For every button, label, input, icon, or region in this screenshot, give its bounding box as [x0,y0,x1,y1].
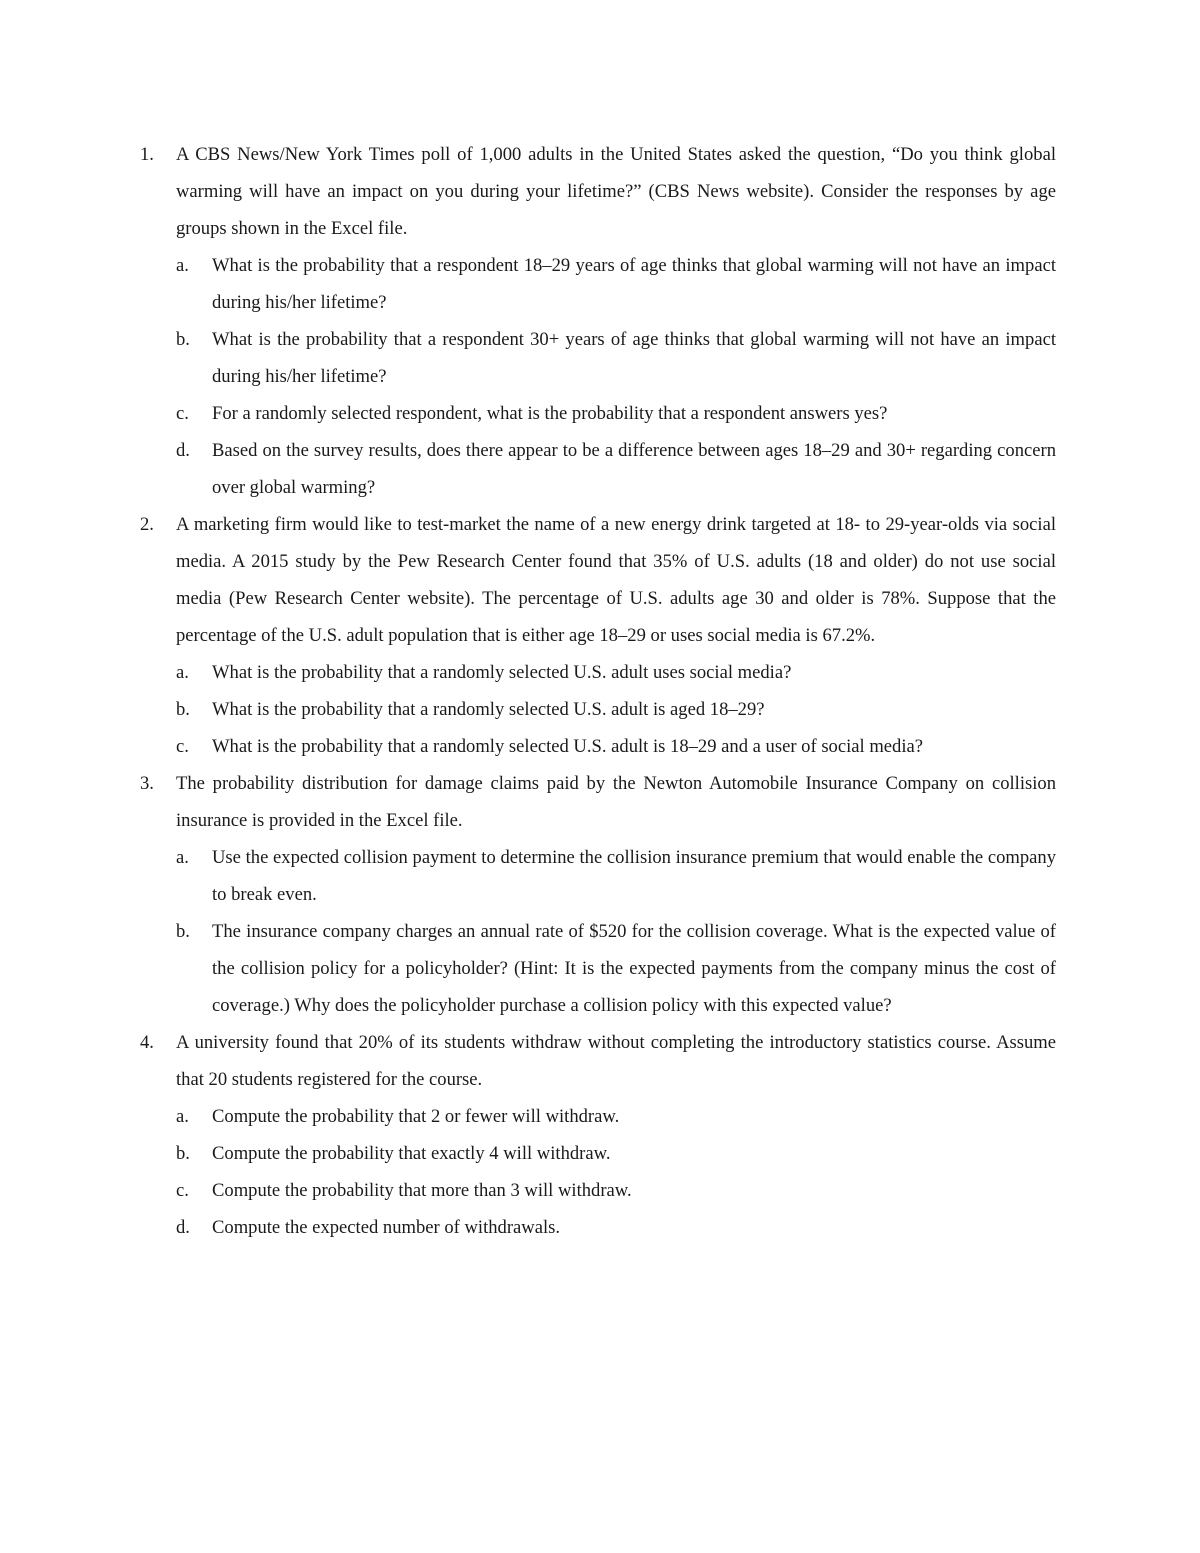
sub-question-list [176,247,1056,506]
sub-question-text: What is the probability that a randomly selected U.S. adult is aged 18–29? [212,699,765,720]
question-number: 2. [140,514,154,535]
question-number: 3. [140,773,154,794]
sub-question-text: What is the probability that a randomly selected U.S. adult is 18–29 and a user of social media? [212,736,924,757]
sub-question-letter: c. [176,1180,189,1201]
sub-question-item [176,1172,1056,1209]
sub-question-text: What is the probability that a respondent 18–29 years of age thinks that global warming will not have an impact during his/her lifetime? [212,255,1056,313]
sub-question-letter: b. [176,1143,190,1164]
question-text: A marketing firm would like to test-market the name of a new energy drink targeted at 18- to 29-year-olds via social media. A 2015 study by the Pew Research Center found that 35% of U.S. adults (18 and older) do not use social media (Pew Research Center website). The percentage of U.S. adults age 30 and older is 78%. Suppose that the percentage of the U.S. adult population that is either age 18–29 or uses social media is 67.2%. [176,514,1056,646]
sub-question-letter: a. [176,255,189,276]
sub-question-item [176,432,1056,506]
sub-question-item [176,654,1056,691]
sub-question-item [176,913,1056,1024]
question-list [140,136,1056,1246]
sub-question-item [176,1135,1056,1172]
sub-question-text: Based on the survey results, does there appear to be a difference between ages 18–29 and 30+ regarding concern over global warming? [212,440,1056,498]
sub-question-text: Compute the probability that exactly 4 will withdraw. [212,1143,611,1164]
sub-question-letter: a. [176,662,189,683]
sub-question-letter: a. [176,847,189,868]
sub-question-text: Use the expected collision payment to determine the collision insurance premium that would enable the company to break even. [212,847,1056,905]
sub-question-letter: a. [176,1106,189,1127]
question-item [140,506,1056,765]
sub-question-text: What is the probability that a randomly selected U.S. adult uses social media? [212,662,792,683]
sub-question-item [176,247,1056,321]
sub-question-letter: c. [176,736,189,757]
sub-question-text: The insurance company charges an annual rate of $520 for the collision coverage. What is the expected value of the collision policy for a policyholder? (Hint: It is the expected payments from the company minus the cost of coverage.) Why does the policyholder purchase a collision policy with this expected value? [212,921,1056,1016]
sub-question-text: Compute the probability that 2 or fewer will withdraw. [212,1106,620,1127]
sub-question-letter: c. [176,403,189,424]
sub-question-text: What is the probability that a respondent 30+ years of age thinks that global warming will not have an impact during his/her lifetime? [212,329,1056,387]
sub-question-letter: d. [176,440,190,461]
question-text: A CBS News/New York Times poll of 1,000 adults in the United States asked the question, “Do you think global warming will have an impact on you during your lifetime?” (CBS News website). Consider the responses by age groups shown in the Excel file. [176,144,1056,239]
sub-question-text: Compute the probability that more than 3 will withdraw. [212,1180,632,1201]
question-item [140,765,1056,1024]
sub-question-item [176,395,1056,432]
sub-question-item [176,691,1056,728]
sub-question-list [176,839,1056,1024]
sub-question-text: For a randomly selected respondent, what is the probability that a respondent answers yes? [212,403,888,424]
question-text: The probability distribution for damage claims paid by the Newton Automobile Insurance Company on collision insurance is provided in the Excel file. [176,773,1056,831]
sub-question-list [176,654,1056,765]
sub-question-item [176,321,1056,395]
question-number: 4. [140,1032,154,1053]
question-item [140,1024,1056,1246]
sub-question-text: Compute the expected number of withdrawals. [212,1217,561,1238]
question-number: 1. [140,144,154,165]
document-body [140,136,1056,1246]
sub-question-item [176,1209,1056,1246]
sub-question-letter: b. [176,699,190,720]
sub-question-item [176,839,1056,913]
sub-question-item [176,1098,1056,1135]
sub-question-letter: b. [176,921,190,942]
question-item [140,136,1056,506]
sub-question-list [176,1098,1056,1246]
sub-question-letter: b. [176,329,190,350]
sub-question-letter: d. [176,1217,190,1238]
question-text: A university found that 20% of its students withdraw without completing the introductory statistics course. Assume that 20 students registered for the course. [176,1032,1056,1090]
sub-question-item [176,728,1056,765]
